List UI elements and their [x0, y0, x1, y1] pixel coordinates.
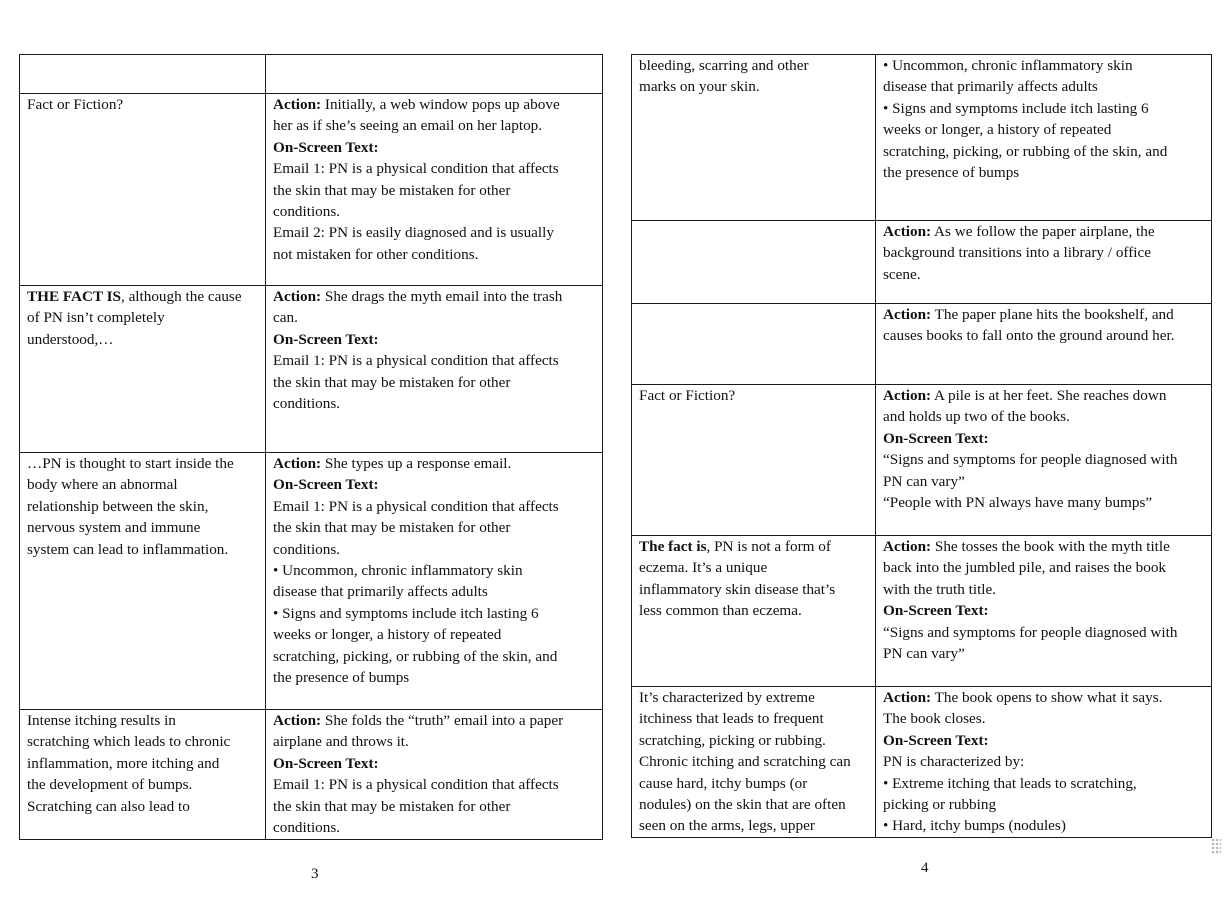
- right-cell: [876, 536, 1212, 687]
- right-cell: [266, 286, 603, 453]
- cell-text-line: [273, 667, 596, 688]
- line-text: scratching, picking, or rubbing of the skin, and: [883, 142, 1168, 160]
- line-text: She tosses the book with the myth title: [931, 538, 1170, 555]
- cell-text-line: [273, 115, 596, 136]
- cell-text-line: [639, 815, 869, 836]
- cell-text-line: [273, 286, 596, 307]
- resize-grip-icon[interactable]: [1211, 838, 1221, 854]
- line-text: conditions.: [273, 819, 341, 837]
- line-text: • Hard, itchy bumps (nodules): [883, 817, 1066, 835]
- line-text: marks on your skin.: [639, 78, 760, 96]
- cell-text-line: [273, 137, 596, 158]
- cell-text-line: [883, 242, 1205, 263]
- line-text: eczema. It’s a unique: [639, 559, 768, 577]
- cell-text-line: [273, 731, 596, 752]
- cell-text-line: [27, 307, 259, 328]
- line-text: • Extreme itching that leads to scratching,: [883, 774, 1137, 792]
- table-row: [632, 304, 1212, 385]
- line-text: Intense itching results in: [27, 712, 176, 729]
- bold-label: Action:: [883, 223, 932, 240]
- cell-text-line: [273, 496, 596, 517]
- cell-text-line: [27, 731, 259, 752]
- cell-text-line: [639, 773, 869, 794]
- cell-text-line: [273, 539, 596, 560]
- line-text: Email 1: PN is a physical condition that affects: [273, 776, 559, 794]
- cell-text-line: [273, 329, 596, 350]
- cell-text-line: [883, 264, 1205, 285]
- line-text: , although the cause: [120, 288, 242, 305]
- line-text: conditions.: [273, 395, 341, 413]
- cell-text-line: [883, 751, 1205, 772]
- cell-text-line: [273, 624, 596, 645]
- cell-text-line: [273, 453, 596, 474]
- line-text: seen on the arms, legs, upper: [639, 817, 815, 835]
- cell-text-line: [883, 449, 1205, 470]
- line-text: “People with PN always have many bumps”: [883, 494, 1153, 512]
- cell-text-line: [27, 710, 259, 731]
- page-number: 4: [921, 860, 929, 876]
- table-row: [632, 55, 1212, 221]
- line-text: itchiness that leads to frequent: [639, 710, 824, 728]
- line-text: can.: [273, 309, 298, 327]
- line-text: cause hard, itchy bumps (or: [639, 774, 808, 792]
- cell-text-line: [883, 141, 1205, 162]
- cell-text-line: [639, 76, 869, 97]
- line-text: Email 1: PN is a physical condition that affects: [273, 160, 559, 178]
- line-text: picking or rubbing: [883, 796, 997, 814]
- cell-text-line: [639, 579, 869, 600]
- cell-text-line: [639, 600, 869, 621]
- left-cell: [632, 536, 876, 687]
- cell-text-line: [273, 222, 596, 243]
- right-cell: [266, 453, 603, 710]
- cell-text-line: [883, 471, 1205, 492]
- line-text: the skin that may be mistaken for other: [273, 797, 511, 815]
- line-text: “Signs and symptoms for people diagnosed with: [883, 623, 1178, 641]
- cell-text-line: [273, 517, 596, 538]
- line-text: • Signs and symptoms include itch lasting 6: [273, 604, 539, 622]
- line-text: nervous system and immune: [27, 519, 201, 537]
- cell-text-line: [273, 474, 596, 495]
- table-row: [20, 710, 603, 840]
- cell-text-line: [273, 201, 596, 222]
- cell-text-line: [27, 474, 259, 495]
- table-row: [20, 453, 603, 710]
- line-text: Fact or Fiction?: [639, 387, 736, 404]
- cell-text-line: [883, 492, 1205, 513]
- bold-label: On-Screen Text:: [883, 602, 989, 620]
- right-cell: [876, 221, 1212, 304]
- line-text: , PN is not a form of: [706, 538, 831, 555]
- cell-text-line: [883, 304, 1205, 325]
- right-cell: [266, 55, 603, 94]
- line-text: The paper plane hits the bookshelf, and: [931, 306, 1174, 323]
- line-text: scratching which leads to chronic: [27, 733, 231, 751]
- cell-text-line: [883, 708, 1205, 729]
- cell-text-line: [273, 393, 596, 414]
- cell-text-line: [883, 55, 1205, 76]
- cell-text-line: [883, 428, 1205, 449]
- bold-label: Action:: [883, 689, 932, 706]
- cell-text-line: [883, 815, 1205, 836]
- right-cell: [266, 94, 603, 286]
- cell-text-line: [27, 453, 259, 474]
- page-number: 3: [311, 866, 319, 882]
- table-row: [20, 55, 603, 94]
- cell-text-line: [27, 517, 259, 538]
- left-cell: [632, 221, 876, 304]
- line-text: The book closes.: [883, 710, 986, 728]
- cell-text-line: [273, 817, 596, 838]
- cell-text-line: [273, 94, 596, 115]
- bold-label: On-Screen Text:: [273, 476, 379, 494]
- cell-text-line: [883, 76, 1205, 97]
- line-text: nodules) on the skin that are often: [639, 796, 846, 814]
- bold-label: Action:: [883, 306, 932, 323]
- cell-text-line: [273, 158, 596, 179]
- line-text: As we follow the paper airplane, the: [931, 223, 1155, 240]
- line-text: Email 1: PN is a physical condition that affects: [273, 497, 559, 515]
- cell-text-line: [883, 557, 1205, 578]
- line-text: causes books to fall onto the ground around her.: [883, 327, 1175, 345]
- line-text: background transitions into a library / office: [883, 244, 1151, 262]
- cell-text-line: [883, 687, 1205, 708]
- left-cell: [20, 286, 266, 453]
- bold-label: Action:: [273, 96, 322, 113]
- line-text: with the truth title.: [883, 580, 997, 598]
- cell-text-line: [27, 329, 259, 350]
- bold-label: Action:: [883, 387, 932, 404]
- cell-text-line: [273, 710, 596, 731]
- page-3-script-table: [19, 54, 603, 840]
- cell-text-line: [883, 643, 1205, 664]
- table-row: [632, 536, 1212, 687]
- line-text: weeks or longer, a history of repeated: [273, 626, 502, 644]
- line-text: She folds the “truth” email into a paper: [321, 712, 564, 729]
- line-text: Fact or Fiction?: [27, 96, 124, 113]
- cell-text-line: [883, 622, 1205, 643]
- line-text: conditions.: [273, 203, 341, 221]
- cell-text-line: [639, 385, 869, 406]
- cell-text-line: [883, 162, 1205, 183]
- line-text: scratching, picking or rubbing.: [639, 731, 826, 749]
- cell-text-line: [883, 385, 1205, 406]
- cell-text-line: [883, 600, 1205, 621]
- line-text: relationship between the skin,: [27, 497, 209, 515]
- line-text: disease that primarily affects adults: [273, 583, 488, 601]
- line-text: system can lead to inflammation.: [27, 540, 229, 558]
- left-cell: [20, 710, 266, 840]
- line-text: PN is characterized by:: [883, 753, 1025, 771]
- cell-text-line: [27, 286, 259, 307]
- line-text: of PN isn’t completely: [27, 309, 165, 327]
- bold-label: The fact is: [639, 538, 707, 555]
- cell-text-line: [639, 794, 869, 815]
- cell-text-line: [883, 98, 1205, 119]
- bold-label: On-Screen Text:: [273, 754, 379, 772]
- line-text: not mistaken for other conditions.: [273, 245, 479, 263]
- left-cell: [632, 55, 876, 221]
- line-text: Initially, a web window pops up above: [321, 96, 560, 113]
- bold-label: On-Screen Text:: [883, 429, 989, 447]
- line-text: bleeding, scarring and other: [639, 57, 809, 74]
- cell-text-line: [273, 796, 596, 817]
- left-cell: [632, 385, 876, 536]
- line-text: PN can vary”: [883, 472, 965, 490]
- right-cell: [876, 304, 1212, 385]
- right-cell: [266, 710, 603, 840]
- line-text: the skin that may be mistaken for other: [273, 519, 511, 537]
- cell-text-line: [273, 774, 596, 795]
- table-row: [20, 286, 603, 453]
- cell-text-line: [883, 406, 1205, 427]
- cell-text-line: [273, 350, 596, 371]
- line-text: “Signs and symptoms for people diagnosed with: [883, 451, 1178, 469]
- line-text: scratching, picking, or rubbing of the skin, and: [273, 647, 558, 665]
- cell-text-line: [273, 581, 596, 602]
- line-text: and holds up two of the books.: [883, 408, 1070, 426]
- bold-label: Action:: [273, 455, 322, 472]
- cell-text-line: [27, 539, 259, 560]
- left-cell: [20, 94, 266, 286]
- line-text: • Uncommon, chronic inflammatory skin: [273, 562, 523, 580]
- line-text: airplane and throws it.: [273, 733, 409, 751]
- line-text: disease that primarily affects adults: [883, 78, 1098, 96]
- line-text: Chronic itching and scratching can: [639, 753, 851, 771]
- cell-text-line: [27, 94, 259, 115]
- line-text: The book opens to show what it says.: [931, 689, 1163, 706]
- cell-text-line: [883, 536, 1205, 557]
- line-text: She types up a response email.: [321, 455, 512, 472]
- line-text: back into the jumbled pile, and raises the book: [883, 559, 1167, 577]
- cell-text-line: [639, 751, 869, 772]
- cell-text-line: [273, 244, 596, 265]
- cell-text-line: [883, 730, 1205, 751]
- line-text: Scratching can also lead to: [27, 797, 190, 815]
- line-text: less common than eczema.: [639, 602, 802, 620]
- table-row: [20, 94, 603, 286]
- cell-text-line: [273, 372, 596, 393]
- cell-text-line: [273, 307, 596, 328]
- cell-text-line: [883, 325, 1205, 346]
- line-text: the skin that may be mistaken for other: [273, 373, 511, 391]
- line-text: Email 1: PN is a physical condition that affects: [273, 352, 559, 370]
- line-text: the presence of bumps: [883, 164, 1020, 182]
- cell-text-line: [639, 557, 869, 578]
- cell-text-line: [883, 119, 1205, 140]
- line-text: the development of bumps.: [27, 776, 193, 794]
- line-text: body where an abnormal: [27, 476, 178, 494]
- line-text: the skin that may be mistaken for other: [273, 181, 511, 199]
- page-4-script-table: [631, 54, 1212, 838]
- line-text: conditions.: [273, 540, 341, 558]
- cell-text-line: [639, 730, 869, 751]
- cell-text-line: [639, 708, 869, 729]
- left-cell: [632, 687, 876, 838]
- cell-text-line: [639, 55, 869, 76]
- cell-text-line: [273, 560, 596, 581]
- right-cell: [876, 55, 1212, 221]
- left-cell: [632, 304, 876, 385]
- cell-text-line: [27, 496, 259, 517]
- cell-text-line: [273, 180, 596, 201]
- bold-label: On-Screen Text:: [273, 138, 379, 156]
- cell-text-line: [273, 603, 596, 624]
- line-text: …PN is thought to start inside the: [27, 455, 234, 472]
- line-text: PN can vary”: [883, 645, 965, 663]
- line-text: her as if she’s seeing an email on her laptop.: [273, 117, 543, 135]
- line-text: scene.: [883, 265, 921, 283]
- line-text: It’s characterized by extreme: [639, 689, 815, 706]
- cell-text-line: [273, 753, 596, 774]
- table-row: [632, 385, 1212, 536]
- left-cell: [20, 55, 266, 94]
- cell-text-line: [273, 646, 596, 667]
- line-text: understood,…: [27, 330, 114, 348]
- cell-text-line: [883, 221, 1205, 242]
- right-cell: [876, 687, 1212, 838]
- left-cell: [20, 453, 266, 710]
- cell-text-line: [639, 536, 869, 557]
- table-row: [632, 687, 1212, 838]
- line-text: inflammation, more itching and: [27, 754, 220, 772]
- bold-label: Action:: [883, 538, 932, 555]
- line-text: • Uncommon, chronic inflammatory skin: [883, 57, 1133, 74]
- bold-label: Action:: [273, 712, 322, 729]
- table-row: [632, 221, 1212, 304]
- cell-text-line: [27, 753, 259, 774]
- cell-text-line: [27, 774, 259, 795]
- cell-text-line: [883, 794, 1205, 815]
- cell-text-line: [27, 796, 259, 817]
- line-text: the presence of bumps: [273, 669, 410, 687]
- line-text: • Signs and symptoms include itch lasting 6: [883, 99, 1149, 117]
- bold-label: On-Screen Text:: [273, 330, 379, 348]
- line-text: inflammatory skin disease that’s: [639, 580, 836, 598]
- line-text: Email 2: PN is easily diagnosed and is usually: [273, 224, 554, 242]
- right-cell: [876, 385, 1212, 536]
- line-text: weeks or longer, a history of repeated: [883, 121, 1112, 139]
- line-text: She drags the myth email into the trash: [321, 288, 563, 305]
- bold-label: Action:: [273, 288, 322, 305]
- bold-label: On-Screen Text:: [883, 731, 989, 749]
- cell-text-line: [883, 579, 1205, 600]
- bold-label: THE FACT IS: [27, 288, 121, 305]
- cell-text-line: [639, 687, 869, 708]
- cell-text-line: [883, 773, 1205, 794]
- line-text: A pile is at her feet. She reaches down: [931, 387, 1167, 404]
